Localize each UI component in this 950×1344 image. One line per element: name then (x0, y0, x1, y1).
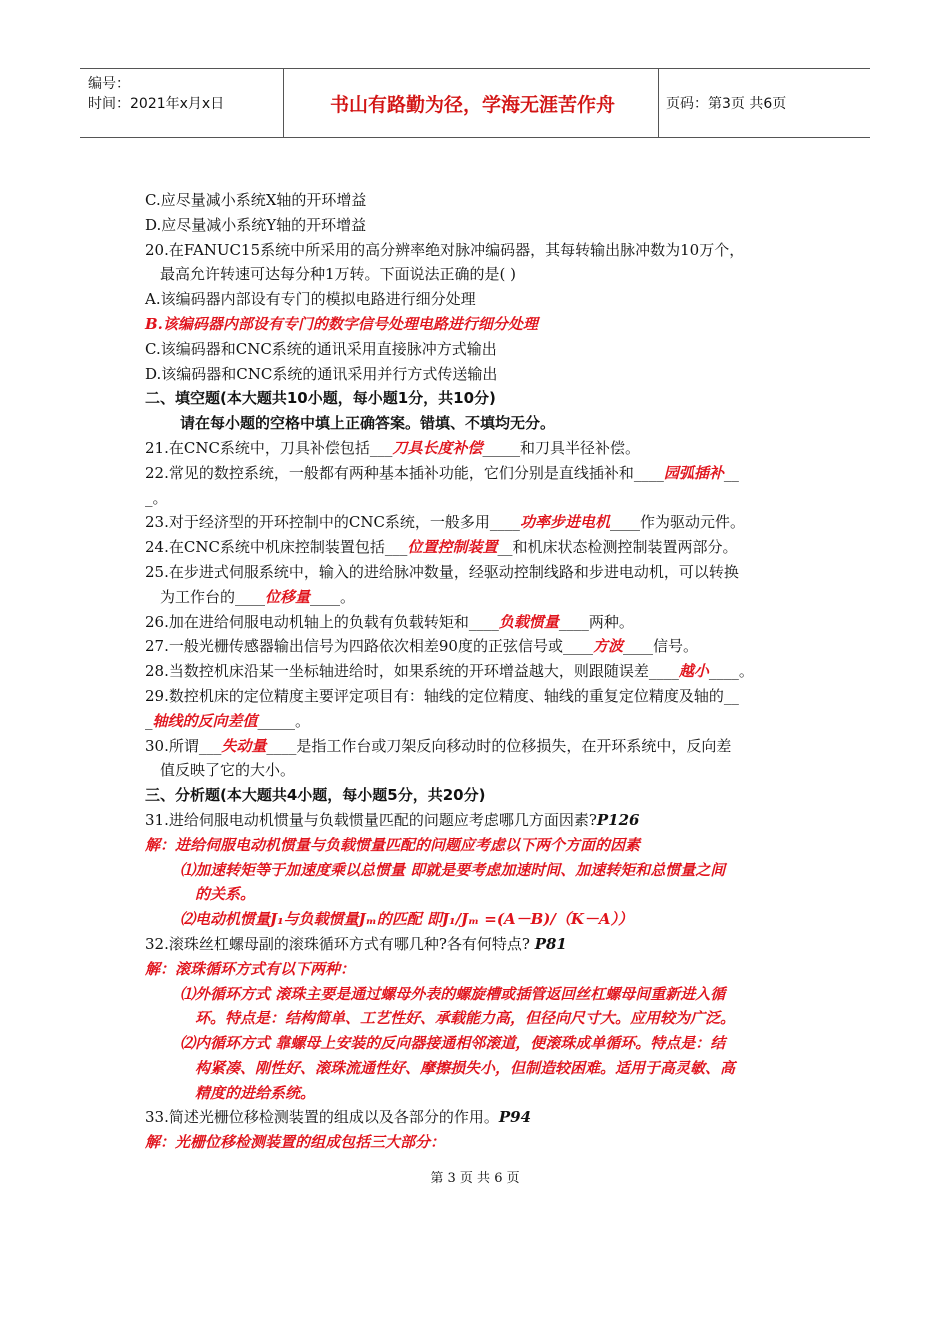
answer-32-item2-cont: 构紧凑、刚性好、滚珠流通性好、摩擦损失小，但制造较困难。适用于高灵敏、高 (195, 1058, 736, 1077)
question-25: 25.在步进式伺服系统中，输入的进给脉冲数量，经驱动控制线路和步进电动机，可以转换 (145, 562, 739, 581)
answer: 轴线的反向差值 (152, 711, 258, 730)
question-32: 32.滚珠丝杠螺母副的滚珠循环方式有哪几种?各有何特点? P81 (145, 934, 567, 953)
question-23: 23.对于经济型的开环控制中的CNC系统，一般多用____功率步进电机____作为驱动元件。 (145, 513, 745, 532)
question-26: 26.加在进给伺服电动机轴上的负载有负载转矩和____负载惯量____两种。 (145, 612, 634, 631)
question-31: 31.进给伺服电动机惯量与负载惯量匹配的问题应考虑哪几方面因素?P126 (145, 810, 640, 829)
answer-option: B.该编码器内部设有专门的数字信号处理电路进行细分处理 (145, 314, 538, 333)
question-20-cont: 最高允许转速可达每分种1万转。下面说法正确的是( ) (160, 265, 517, 284)
option-line: C.该编码器和CNC系统的通讯采用直接脉冲方式输出 (145, 339, 497, 358)
section-instruction: 请在每小题的空格中填上正确答案。错填、不填均无分。 (180, 414, 556, 433)
page-ref: P81 (534, 934, 567, 953)
question-30: 30.所谓___失动量____是指工作台或刀架反向移动时的位移损失，在开环系统中，反向差 (145, 736, 732, 755)
question-22-cont: _。 (145, 488, 168, 507)
question-25-cont: 为工作台的____位移量____。 (160, 587, 356, 606)
answer-31-item2: ⑵电动机惯量J₁与负载惯量Jₘ的匹配 即J₁/Jₘ =(A－B)/（K－A）） (180, 910, 634, 929)
answer: 园弧插补 (663, 463, 724, 482)
page-footer: 第 3 页 共 6 页 (430, 1171, 520, 1186)
answer: 方波 (592, 637, 623, 656)
header-divider (658, 69, 659, 137)
answer: 位置控制装置 (407, 538, 498, 557)
question-29-cont: _轴线的反向差值_____。 (145, 711, 311, 730)
answer-32-item1-cont: 环。特点是：结构简单、工艺性好、承载能力高，但径向尺寸大。应用较为广泛。 (195, 1009, 736, 1028)
option-line: D.应尽量减小系统Y轴的开环增益 (145, 215, 367, 234)
header-divider (283, 69, 284, 137)
option-line: D.该编码器和CNC系统的通讯采用并行方式传送输出 (145, 364, 498, 383)
answer-31: 解：进给伺服电动机惯量与负载惯量匹配的问题应考虑以下两个方面的因素 (145, 835, 641, 854)
answer: 失动量 (221, 736, 267, 755)
page-ref: P94 (498, 1108, 532, 1127)
answer-32-item2: ⑵内循环方式 靠螺母上安装的反向器接通相邻滚道，便滚珠成单循环。特点是：结 (180, 1034, 726, 1053)
question-29: 29.数控机床的定位精度主要评定项目有：轴线的定位精度、轴线的重复定位精度及轴的__ (145, 686, 739, 705)
answer: 功率步进电机 (519, 513, 610, 532)
question-33: 33.简述光栅位移检测装置的组成以及各部分的作用。P94 (145, 1108, 532, 1127)
answer-32-item1: ⑴外循环方式 滚珠主要是通过螺母外表的螺旋槽或插管返回丝杠螺母间重新进入循 (180, 984, 726, 1003)
header-meta (88, 74, 224, 114)
date-label: 时间：2021年x月x日 (88, 96, 225, 112)
question-21: 21.在CNC系统中，刀具补偿包括___刀具长度补偿_____和刀具半径补偿。 (145, 438, 640, 457)
section-heading: 二、填空题(本大题共10小题，每小题1分，共10分) (145, 389, 496, 408)
answer: 位移量 (265, 587, 311, 606)
question-24: 24.在CNC系统中机床控制装置包括___位置控制装置__和机床状态检测控制装置两部分。 (145, 538, 738, 557)
answer-32: 解：滚珠循环方式有以下两种： (145, 959, 356, 978)
question-28: 28.当数控机床沿某一坐标轴进给时，如果系统的开环增益越大，则跟随误差____越小____。 (145, 662, 754, 681)
header-motto: 书山有路勤为径，学海无涯苦作舟 (329, 93, 615, 116)
section-heading: 三、分析题(本大题共4小题，每小题5分，共20分) (145, 786, 486, 805)
answer: 负载惯量 (498, 612, 559, 631)
question-20: 20.在FANUC15系统中所采用的高分辨率绝对脉冲编码器，其每转输出脉冲数为10万个， (145, 240, 745, 259)
answer-32-item2-cont: 精度的进给系统。 (195, 1083, 316, 1102)
answer-31-item1: ⑴加速转矩等于加速度乘以总惯量 即就是要考虑加速时间、加速转矩和总惯量之间 (180, 860, 726, 879)
answer-31-item1-cont: 的关系。 (195, 885, 256, 904)
answer-33: 解：光栅位移检测装置的组成包括三大部分： (145, 1133, 446, 1152)
question-22: 22.常见的数控系统，一般都有两种基本插补功能，它们分别是直线插补和____园弧插补__ (145, 463, 739, 482)
option-line: C.应尽量减小系统X轴的开环增益 (145, 191, 367, 209)
question-30-cont: 值反映了它的大小。 (160, 761, 296, 780)
option-line: A.该编码器内部设有专门的模拟电路进行细分处理 (145, 290, 476, 309)
header-page-info: 页码：第3页 共6页 (666, 96, 787, 112)
answer: 刀具长度补偿 (392, 438, 483, 457)
page-header (80, 68, 870, 138)
page-ref: P126 (596, 810, 640, 829)
document-body (145, 188, 810, 1155)
answer: 越小 (678, 662, 709, 681)
question-27: 27.一般光栅传感器输出信号为四路依次相差90度的正弦信号或____方波____信号。 (145, 637, 698, 656)
code-label: 编号： (88, 76, 130, 92)
